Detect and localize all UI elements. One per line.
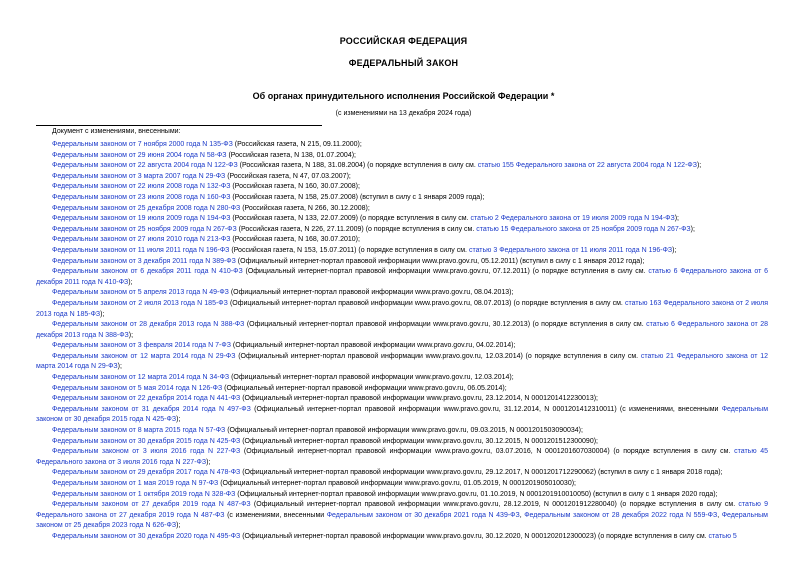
amendment-item: Федеральным законом от 25 ноября 2009 года N 267-ФЗ (Российская газета, N 226, 27.11.2009) (о порядке вступления в силу см. статью 15 Федерального закона от 25 ноября 2009 года N 267-ФЗ); — [52, 225, 695, 233]
amendment-item: Федеральным законом от 3 декабря 2011 года N 389-ФЗ (Официальный интернет-портал правовой информации www.pravo.gov.ru, 05.12.2011) (вступил в силу с 1 января 2012 года); — [52, 257, 645, 265]
amendments-list — [36, 140, 768, 543]
amendment-item: Федеральным законом от 29 июня 2004 года N 58-ФЗ (Российская газета, N 138, 01.07.2004); — [52, 151, 356, 159]
article-link[interactable]: статью 6 Федерального закона от 6 декабря 2011 года N 410-ФЗ — [36, 268, 769, 286]
article-link[interactable]: статью 45 Федерального закона от 3 июля 2016 года N 227-ФЗ — [36, 448, 769, 466]
amendment-item: Федеральным законом от 29 декабря 2017 года N 478-ФЗ (Официальный интернет-портал правовой информации www.pravo.gov.ru, 29.12.2017, N 0001201712290062) (вступил в силу с 1 января 2018 года); — [52, 469, 723, 477]
law-link[interactable]: Федеральным законом от 29 декабря 2017 года N 478-ФЗ — [52, 469, 241, 477]
law-link[interactable]: Федеральным законом от 19 июля 2009 года N 194-ФЗ — [52, 215, 231, 223]
amending-law-link[interactable]: Федеральным законом от 30 декабря 2021 года N 439-ФЗ — [326, 511, 520, 519]
amendment-item: Федеральным законом от 6 декабря 2011 года N 410-ФЗ (Официальный интернет-портал правовой информации www.pravo.gov.ru, 07.12.2011) (о порядке вступления в силу см. статью 6 Федерального закона от 6 декабря 2011 года N 410-ФЗ); — [36, 268, 769, 286]
law-link[interactable]: Федеральным законом от 12 марта 2014 года N 34-ФЗ — [52, 374, 230, 382]
law-link[interactable]: Федеральным законом от 3 июля 2016 года N 227-ФЗ — [52, 448, 241, 456]
law-link[interactable]: Федеральным законом от 22 августа 2004 года N 122-ФЗ — [52, 162, 238, 170]
document-type-heading: ФЕДЕРАЛЬНЫЙ ЗАКОН — [348, 58, 459, 68]
article-link[interactable]: статью 6 Федерального закона от 28 декабря 2013 года N 388-ФЗ — [36, 321, 768, 339]
amendments-intro: Документ с изменениями, внесенными: — [52, 128, 181, 135]
law-link[interactable]: Федеральным законом от 6 декабря 2011 года N 410-ФЗ — [52, 268, 243, 276]
amendment-item: Федеральным законом от 28 декабря 2013 года N 388-ФЗ (Официальный интернет-портал правовой информации www.pravo.gov.ru, 30.12.2013) (о порядке вступления в силу см. статью 6 Федерального закона от 28 декабря 2013 года N 388-ФЗ); — [36, 321, 768, 339]
article-link[interactable]: статью 2 Федерального закона от 19 июля 2009 года N 194-ФЗ — [470, 215, 675, 223]
law-link[interactable]: Федеральным законом от 30 декабря 2020 года N 495-ФЗ — [52, 532, 241, 540]
amending-law-link[interactable]: Федеральным законом от 28 декабря 2022 года N 559-ФЗ — [524, 511, 718, 519]
amendment-item: Федеральным законом от 27 декабря 2019 года N 487-ФЗ (Официальный интернет-портал правовой информации www.pravo.gov.ru, 28.12.2019, N 0001201912280040) (о порядке вступления в силу см. статью 9 Федерального закона от 27 декабря 2019 года N 487-ФЗ (с изменениями, внесенными Федеральным законом от 30 декабря 2021 года N 439-ФЗ, Федеральным законом от 28 декабря 2022 года N 559-ФЗ, Федеральным законом от 25 декабря 2023 года N 626-ФЗ); — [36, 501, 768, 530]
law-link[interactable]: Федеральным законом от 31 декабря 2014 года N 497-ФЗ — [52, 405, 251, 413]
amendment-item: Федеральным законом от 30 декабря 2015 года N 425-ФЗ (Официальный интернет-портал правовой информации www.pravo.gov.ru, 30.12.2015, N 0001201512300090); — [52, 437, 598, 445]
separator-line — [36, 125, 322, 126]
law-link[interactable]: Федеральным законом от 28 декабря 2013 года N 388-ФЗ — [52, 321, 245, 329]
law-link[interactable]: Федеральным законом от 27 июля 2010 года N 213-ФЗ — [52, 236, 231, 244]
law-link[interactable]: Федеральным законом от 22 декабря 2014 года N 441-ФЗ — [52, 395, 241, 403]
amendment-item: Федеральным законом от 3 июля 2016 года N 227-ФЗ (Официальный интернет-портал правовой информации www.pravo.gov.ru, 03.07.2016, N 0001201607030004) (о порядке вступления в силу см. статью 45 Федерального закона от 3 июля 2016 года N 227-ФЗ); — [36, 448, 769, 466]
law-link[interactable]: Федеральным законом от 25 декабря 2008 года N 280-ФЗ — [52, 204, 241, 212]
amendment-item: Федеральным законом от 19 июля 2009 года N 194-ФЗ (Российская газета, N 133, 22.07.2009) (о порядке вступления в силу см. статью 2 Федерального закона от 19 июля 2009 года N 194-ФЗ); — [52, 215, 679, 223]
law-link[interactable]: Федеральным законом от 3 марта 2007 года N 29-ФЗ — [52, 172, 226, 180]
amendment-item: Федеральным законом от 2 июля 2013 года N 185-ФЗ (Официальный интернет-портал правовой информации www.pravo.gov.ru, 08.07.2013) (о порядке вступления в силу см. статью 163 Федерального закона от 2 июля 2013 года N 185-ФЗ); — [36, 299, 768, 318]
law-link[interactable]: Федеральным законом от 5 мая 2014 года N 126-ФЗ — [52, 384, 223, 392]
amendment-item: Федеральным законом от 7 ноября 2000 года N 135-ФЗ (Российская газета, N 215, 09.11.2000); — [52, 141, 362, 148]
amendment-item: Федеральным законом от 31 декабря 2014 года N 497-ФЗ (Официальный интернет-портал правовой информации www.pravo.gov.ru, 31.12.2014, N 0001201412310011) (с изменениями, внесенными Федеральным законом от 30 декабря 2015 года N 425-ФЗ); — [36, 405, 768, 424]
amendment-item: Федеральным законом от 25 декабря 2008 года N 280-ФЗ (Российская газета, N 266, 30.12.2008); — [52, 204, 370, 212]
revision-note: (с изменениями на 13 декабря 2024 года) — [335, 110, 472, 117]
amendment-item: Федеральным законом от 22 декабря 2014 года N 441-ФЗ (Официальный интернет-портал правовой информации www.pravo.gov.ru, 23.12.2014, N 0001201412230013); — [52, 395, 598, 403]
amendment-item: Федеральным законом от 1 мая 2019 года N 97-ФЗ (Официальный интернет-портал правовой информации www.pravo.gov.ru, 01.05.2019, N 0001201905010030); — [52, 480, 576, 487]
amendment-item: Федеральным законом от 5 мая 2014 года N 126-ФЗ (Официальный интернет-портал правовой информации www.pravo.gov.ru, 06.05.2014); — [52, 384, 507, 392]
law-link[interactable]: Федеральным законом от 5 апреля 2013 года N 49-ФЗ — [52, 289, 229, 297]
law-link[interactable]: Федеральным законом от 22 июля 2008 года N 132-ФЗ — [52, 183, 231, 191]
law-link[interactable]: Федеральным законом от 1 мая 2019 года N 97-ФЗ — [52, 480, 219, 487]
amendment-item: Федеральным законом от 8 марта 2015 года N 57-ФЗ (Официальный интернет-портал правовой информации www.pravo.gov.ru, 09.03.2015, N 0001201503090034); — [52, 427, 583, 435]
article-link[interactable]: статью 5 — [708, 532, 737, 540]
law-link[interactable]: Федеральным законом от 30 декабря 2015 года N 425-ФЗ — [52, 437, 241, 445]
law-link[interactable]: Федеральным законом от 27 декабря 2019 года N 487-ФЗ — [52, 501, 251, 509]
law-link[interactable]: Федеральным законом от 2 июля 2013 года N 185-ФЗ — [52, 299, 228, 307]
law-link[interactable]: Федеральным законом от 25 ноября 2009 года N 267-ФЗ — [52, 225, 237, 233]
law-link[interactable]: Федеральным законом от 23 июля 2008 года N 160-ФЗ — [52, 193, 231, 201]
amendment-item: Федеральным законом от 3 февраля 2014 года N 7-ФЗ (Официальный интернет-портал правовой информации www.pravo.gov.ru, 04.02.2014); — [52, 342, 516, 350]
law-title: Об органах принудительного исполнения Российской Федерации * — [252, 91, 555, 101]
law-link[interactable]: Федеральным законом от 1 октября 2019 года N 328-ФЗ — [52, 490, 236, 498]
amendment-item: Федеральным законом от 12 марта 2014 года N 34-ФЗ (Официальный интернет-портал правовой информации www.pravo.gov.ru, 12.03.2014); — [52, 374, 514, 382]
law-link[interactable]: Федеральным законом от 7 ноября 2000 года N 135-ФЗ — [52, 141, 233, 148]
amending-law-link[interactable]: Федеральным законом от 25 декабря 2023 года N 626-ФЗ — [36, 511, 768, 530]
amendment-item: Федеральным законом от 23 июля 2008 года N 160-ФЗ (Российская газета, N 158, 25.07.2008) (вступил в силу с 1 января 2009 года); — [52, 193, 485, 201]
amendment-item: Федеральным законом от 1 октября 2019 года N 328-ФЗ (Официальный интернет-портал правовой информации www.pravo.gov.ru, 01.10.2019, N 0001201910010050) (вступил в силу с 1 января 2020 года); — [52, 490, 718, 498]
amending-law-link[interactable]: Федеральным законом от 30 декабря 2015 года N 425-ФЗ — [36, 405, 768, 424]
article-link[interactable]: статью 15 Федерального закона от 25 ноября 2009 года N 267-ФЗ — [476, 225, 691, 233]
country-heading: РОССИЙСКАЯ ФЕДЕРАЦИЯ — [339, 36, 468, 46]
article-link[interactable]: статью 21 Федерального закона от 12 марта 2014 года N 29-ФЗ — [36, 352, 769, 371]
law-link[interactable]: Федеральным законом от 11 июля 2011 года N 196-ФЗ — [52, 246, 230, 254]
law-link[interactable]: Федеральным законом от 3 февраля 2014 года N 7-ФЗ — [52, 342, 231, 350]
law-link[interactable]: Федеральным законом от 29 июня 2004 года N 58-ФЗ — [52, 151, 227, 159]
amendment-item: Федеральным законом от 30 декабря 2020 года N 495-ФЗ (Официальный интернет-портал правовой информации www.pravo.gov.ru, 30.12.2020, N 0001202012300023) (о порядке вступления в силу см. статью 5 — [52, 532, 737, 540]
article-link[interactable]: статью 9 Федерального закона от 27 декабря 2019 года N 487-ФЗ — [36, 501, 768, 519]
amendment-item: Федеральным законом от 5 апреля 2013 года N 49-ФЗ (Официальный интернет-портал правовой информации www.pravo.gov.ru, 08.04.2013); — [52, 289, 514, 297]
amendment-item: Федеральным законом от 22 августа 2004 года N 122-ФЗ (Российская газета, N 188, 31.08.2004) (о порядке вступления в силу см. статью 155 Федерального закона от 22 августа 2004 года N 122-ФЗ); — [52, 162, 702, 170]
amendment-item: Федеральным законом от 22 июля 2008 года N 132-ФЗ (Российская газета, N 160, 30.07.2008); — [52, 183, 360, 191]
amendment-item: Федеральным законом от 12 марта 2014 года N 29-ФЗ (Официальный интернет-портал правовой информации www.pravo.gov.ru, 12.03.2014) (о порядке вступления в силу см. статью 21 Федерального закона от 12 марта 2014 года N 29-ФЗ); — [36, 352, 769, 371]
law-link[interactable]: Федеральным законом от 8 марта 2015 года N 57-ФЗ — [52, 427, 226, 435]
article-link[interactable]: статью 155 Федерального закона от 22 августа 2004 года N 122-ФЗ — [477, 162, 697, 170]
law-link[interactable]: Федеральным законом от 12 марта 2014 года N 29-ФЗ — [52, 352, 236, 360]
amendment-item: Федеральным законом от 11 июля 2011 года N 196-ФЗ (Российская газета, N 153, 15.07.2011) (о порядке вступления в силу см. статью 3 Федерального закона от 11 июля 2011 года N 196-ФЗ); — [52, 246, 677, 254]
amendment-item: Федеральным законом от 27 июля 2010 года N 213-ФЗ (Российская газета, N 168, 30.07.2010); — [52, 236, 360, 244]
amendment-item: Федеральным законом от 3 марта 2007 года N 29-ФЗ (Российская газета, N 47, 07.03.2007); — [52, 172, 351, 180]
article-link[interactable]: статью 3 Федерального закона от 11 июля 2011 года N 196-ФЗ — [468, 246, 673, 254]
article-link[interactable]: статью 163 Федерального закона от 2 июля 2013 года N 185-ФЗ — [36, 299, 768, 318]
law-link[interactable]: Федеральным законом от 3 декабря 2011 года N 389-ФЗ — [52, 257, 236, 265]
